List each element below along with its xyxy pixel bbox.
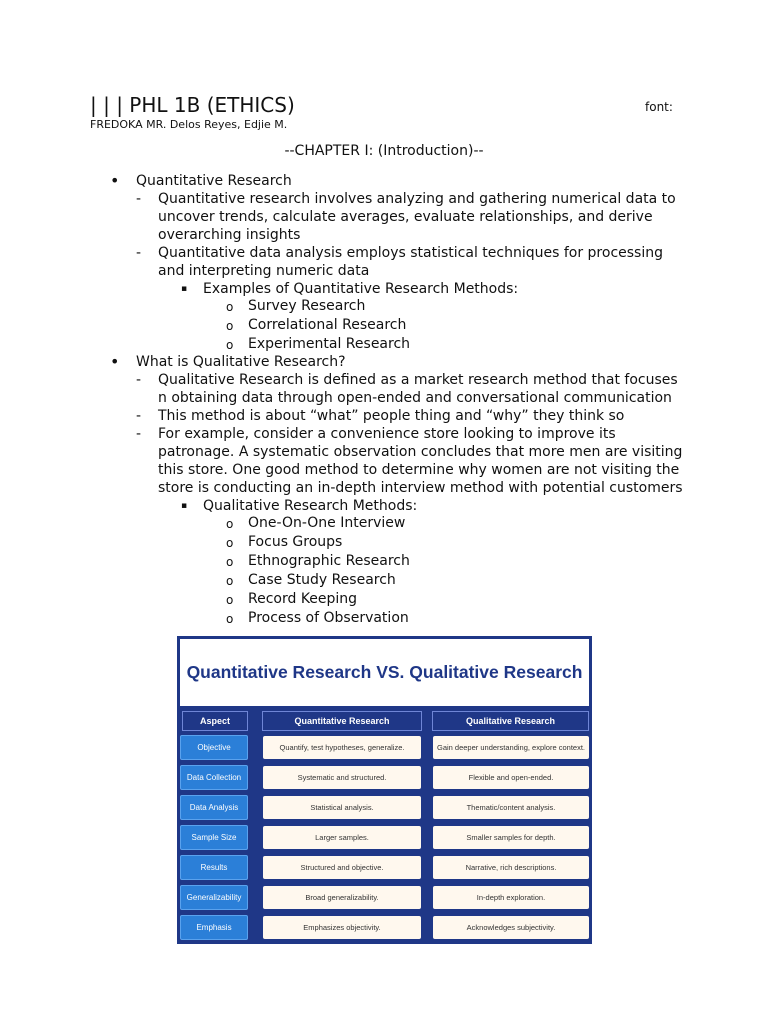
qual-method-line: This method is about “what” people thing and “why” they think so [158,408,625,424]
aspect-cell: Data Collection [180,765,248,790]
qual-example-line: this store. One good method to determine why women are not visiting the [158,462,680,478]
qual-methods-heading: Qualitative Research Methods: [203,498,418,514]
quantitative-cell: Systematic and structured. [263,766,421,789]
qualitative-cell: Gain deeper understanding, explore context. [433,736,589,759]
quant-method-item: Correlational Research [248,317,407,333]
circle-marker: o [226,338,234,352]
author-line: FREDOKA MR. Delos Reyes, Edjie M. [90,118,288,131]
aspect-cell: Data Analysis [180,795,248,820]
infographic-title: Quantitative Research VS. Qualitative Research [186,662,583,682]
quant-def-line: uncover trends, calculate averages, evaluate relationships, and derive [158,209,653,225]
circle-marker: o [226,612,234,626]
bullet-marker: • [110,352,120,371]
page-title: | | | PHL 1B (ETHICS) [90,93,295,117]
qualitative-cell: In-depth exploration. [433,886,589,909]
qualitative-cell: Thematic/content analysis. [433,796,589,819]
quantitative-cell: Broad generalizability. [263,886,421,909]
qualitative-cell: Flexible and open-ended. [433,766,589,789]
circle-marker: o [226,319,234,333]
qual-example-line: patronage. A systematic observation concludes that more men are visiting [158,444,683,460]
qualitative-cell: Narrative, rich descriptions. [433,856,589,879]
quant-methods-heading: Examples of Quantitative Research Methods: [203,281,519,297]
circle-marker: o [226,593,234,607]
dash-marker: - [136,408,142,424]
qualitative-cell: Smaller samples for depth. [433,826,589,849]
qual-def-line: Qualitative Research is defined as a market research method that focuses [158,372,678,388]
dash-marker: - [136,191,142,207]
font-note: font: [645,100,673,114]
column-header-qualitative: Qualitative Research [432,711,589,731]
quant-def-line: overarching insights [158,227,301,243]
quantitative-cell: Quantify, test hypotheses, generalize. [263,736,421,759]
aspect-cell: Emphasis [180,915,248,940]
qual-method-item: Ethnographic Research [248,553,410,569]
quantitative-cell: Larger samples. [263,826,421,849]
circle-marker: o [226,555,234,569]
qual-example-line: store is conducting an in-depth interview method with potential customers [158,480,683,496]
bullet-marker: • [110,171,120,190]
qualitative-cell: Acknowledges subjectivity. [433,916,589,939]
quant-def-line: Quantitative research involves analyzing and gathering numerical data to [158,191,676,207]
quantitative-cell: Statistical analysis. [263,796,421,819]
qual-method-item: Record Keeping [248,591,358,607]
circle-marker: o [226,574,234,588]
quantitative-cell: Structured and objective. [263,856,421,879]
qual-method-item: Case Study Research [248,572,396,588]
aspect-cell: Sample Size [180,825,248,850]
column-header-quantitative: Quantitative Research [262,711,422,731]
quantitative-cell: Emphasizes objectivity. [263,916,421,939]
qual-def-line: n obtaining data through open-ended and conversational communication [158,390,672,406]
dash-marker: - [136,372,142,388]
dash-marker: - [136,426,142,442]
chapter-heading: --CHAPTER I: (Introduction)-- [284,143,484,159]
aspect-cell: Generalizability [180,885,248,910]
aspect-cell: Objective [180,735,248,760]
infographic-header [180,639,589,706]
circle-marker: o [226,536,234,550]
dash-marker: - [136,245,142,261]
circle-marker: o [226,517,234,531]
quant-method-item: Experimental Research [248,336,411,352]
column-header-aspect: Aspect [182,711,248,731]
quant-analysis-line: Quantitative data analysis employs statistical techniques for processing [158,245,663,261]
qual-method-item: Process of Observation [248,610,409,626]
quant-method-item: Survey Research [248,298,366,314]
circle-marker: o [226,300,234,314]
comparison-infographic [177,636,592,944]
quant-heading: Quantitative Research [136,173,292,189]
qual-method-item: One-On-One Interview [248,515,406,531]
qual-method-item: Focus Groups [248,534,343,550]
aspect-cell: Results [180,855,248,880]
quant-analysis-line: and interpreting numeric data [158,263,370,279]
qual-example-line: For example, consider a convenience store looking to improve its [158,426,616,442]
square-marker: ▪ [181,501,188,511]
square-marker: ▪ [181,284,188,294]
qual-heading: What is Qualitative Research? [136,354,346,370]
